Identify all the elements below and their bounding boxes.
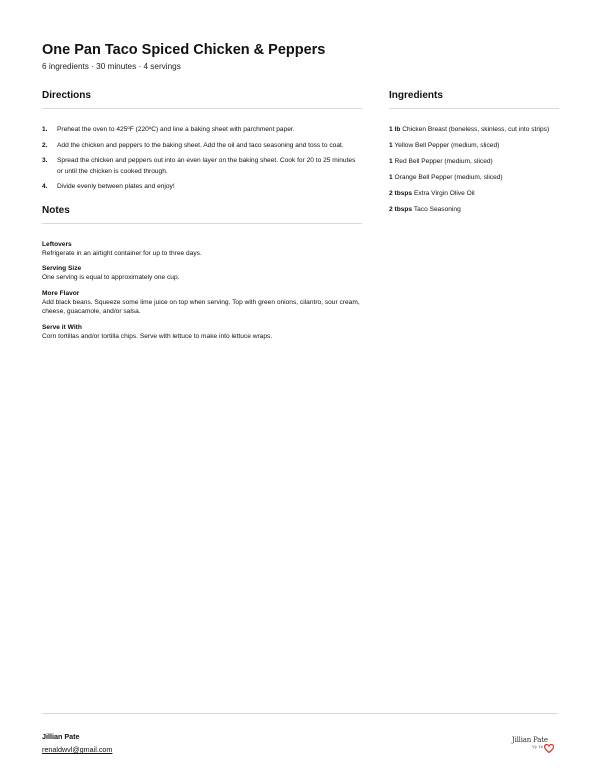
note-text: Refrigerate in an airtight container for up to three days. (42, 249, 202, 257)
notes-list (42, 240, 362, 342)
step-text: Add the chicken and peppers to the baking sheet. Add the oil and taco seasoning and toss to coat. (57, 141, 344, 149)
ingredient-qty: 2 tbsps (389, 206, 413, 213)
right-column (389, 90, 559, 221)
note-title: Serve it With (42, 323, 82, 331)
direction-step (42, 182, 362, 193)
note-item (42, 323, 362, 342)
note-item (42, 289, 362, 317)
ingredient-item (389, 125, 559, 135)
direction-step (42, 156, 362, 177)
ingredient-qty: 1 (389, 158, 393, 165)
ingredient-name: Chicken Breast (boneless, skinless, cut into strips) (402, 126, 550, 133)
note-title: More Flavor (42, 289, 80, 297)
footer-divider (42, 713, 558, 714)
ingredients-list (389, 125, 559, 215)
step-text: Divide evenly between plates and enjoy! (57, 183, 175, 190)
note-title: Serving Size (42, 265, 82, 272)
step-number: 2. (42, 141, 48, 149)
ingredient-qty: 1 (389, 142, 393, 149)
directions-heading: Directions (42, 90, 362, 109)
notes-heading: Notes (42, 205, 362, 224)
step-text: Preheat the oven to 425ºF (220ºC) and line a baking sheet with parchment paper. (57, 126, 295, 133)
ingredient-qty: 2 tbsps (389, 190, 413, 197)
logo-subtext: Vy Ve (532, 744, 544, 749)
logo-wordmark: Jillian Pate (512, 736, 548, 744)
ingredient-item (389, 189, 559, 199)
ingredient-item (389, 141, 559, 151)
step-number: 4. (42, 183, 48, 190)
author-email-link[interactable]: renaldwvl@gmail.com (42, 745, 113, 754)
ingredient-name: Taco Seasoning (413, 206, 461, 213)
author-logo (512, 736, 558, 762)
ingredient-qty: 1 lb (389, 126, 401, 133)
recipe-meta: 6 ingredients · 30 minutes · 4 servings (42, 62, 181, 71)
author-name: Jillian Pate (42, 732, 80, 741)
ingredient-qty: 1 (389, 174, 393, 181)
note-text: One serving is equal to approximately one cup. (42, 274, 180, 281)
note-text: Add black beans. Squeeze some lime juice on top when serving. Top with green onions, cilantro, sour cream, cheese, guacamole, and/or salsa. (42, 298, 360, 315)
note-item (42, 264, 362, 283)
ingredient-item (389, 173, 559, 183)
directions-list (42, 125, 362, 193)
ingredient-item (389, 205, 559, 215)
ingredient-name: Red Bell Pepper (medium, sliced) (394, 158, 493, 165)
note-item (42, 240, 362, 259)
step-text: Spread the chicken and peppers out into an even layer on the baking sheet. Cook for 20 to 25 minutes or until the chicken is cooked through. (57, 157, 356, 175)
note-text: Corn tortillas and/or tortilla chips. Serve with lettuce to make into lettuce wraps. (42, 332, 273, 340)
ingredient-name: Orange Bell Pepper (medium, sliced) (394, 174, 503, 181)
left-column (42, 90, 362, 347)
ingredient-item (389, 157, 559, 167)
ingredients-heading: Ingredients (389, 90, 559, 109)
ingredient-name: Yellow Bell Pepper (medium, sliced) (394, 142, 500, 149)
ingredient-name: Extra Virgin Olive Oil (413, 190, 475, 197)
recipe-title: One Pan Taco Spiced Chicken & Peppers (42, 42, 326, 58)
direction-step (42, 141, 362, 152)
direction-step (42, 125, 362, 136)
step-number: 1. (42, 126, 48, 133)
step-number: 3. (42, 157, 48, 164)
heart-icon (544, 744, 554, 753)
note-title: Leftovers (42, 240, 72, 248)
